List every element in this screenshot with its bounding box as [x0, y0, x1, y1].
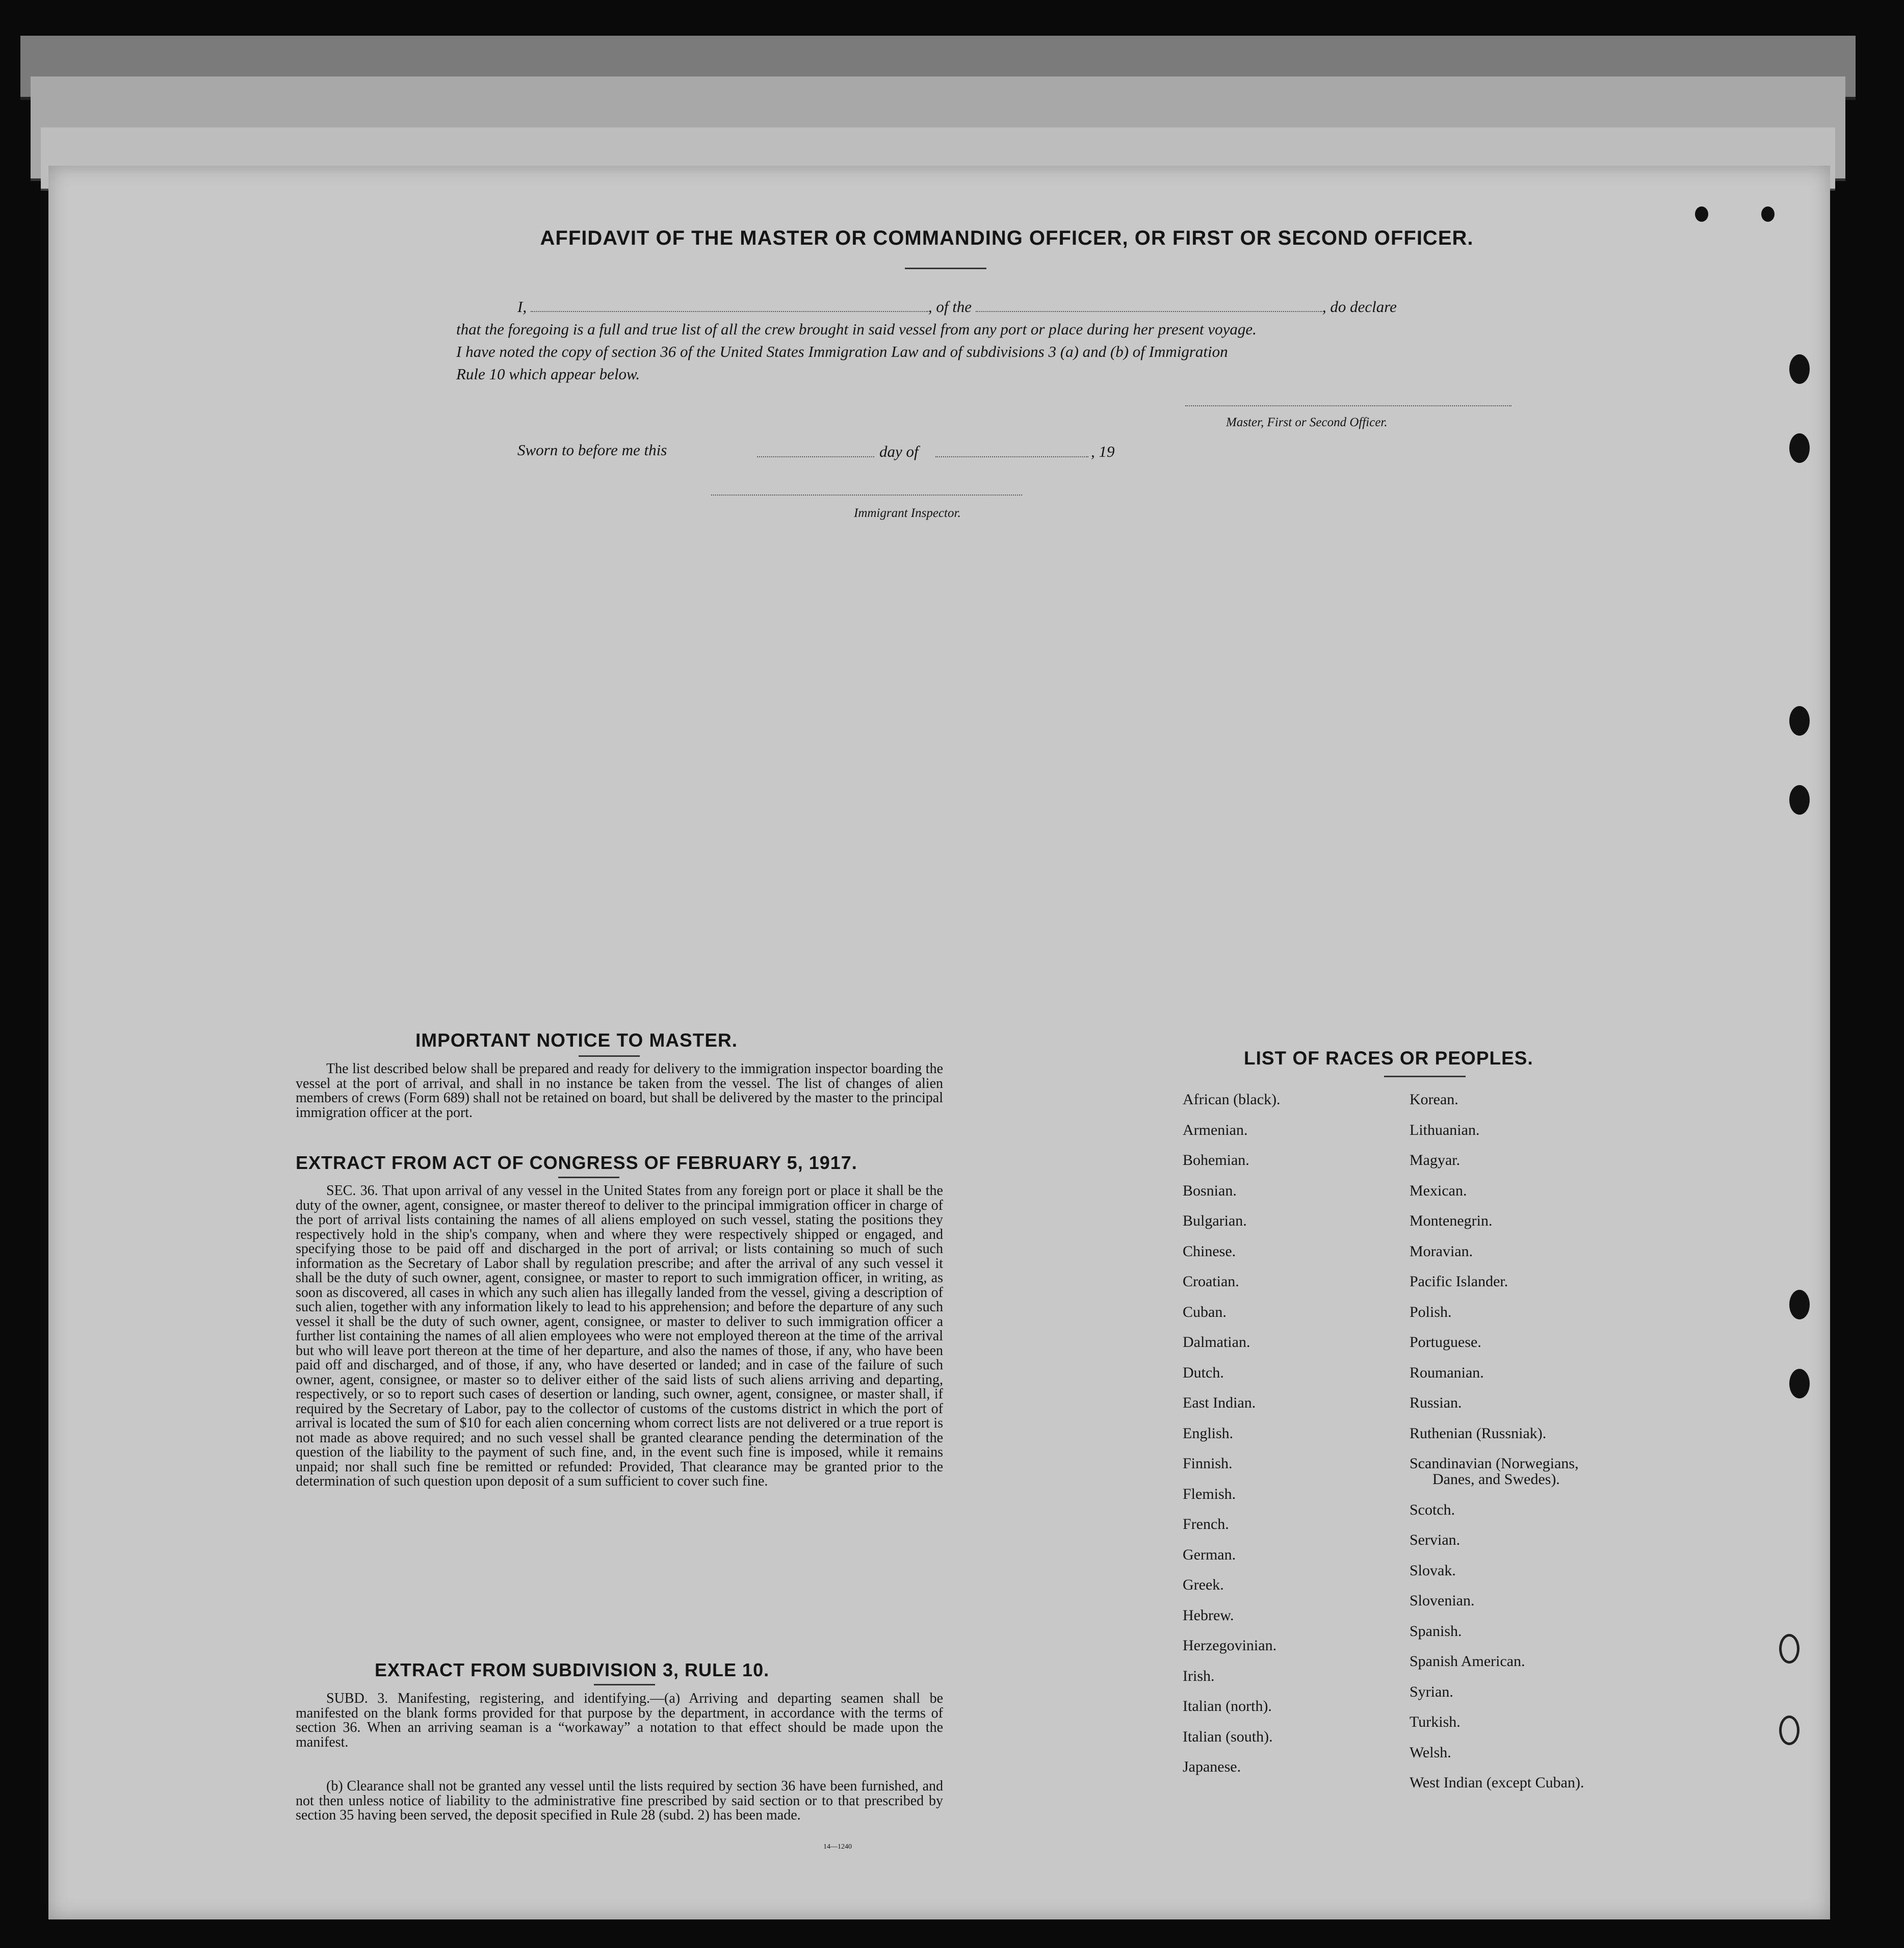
rule-10-paragraph-a: SUBD. 3. Manifesting, registering, and identifying.—(a) Arriving and departing seamen shall be manifested on the blank forms provided for that purpose by the department, in accordance with the terms of section 36. When an arriving seaman is a “workaway” a notation to that effect should be made upon the manifest. — [296, 1691, 943, 1750]
title-rule — [594, 1684, 655, 1685]
race-item: Armenian. — [1183, 1121, 1248, 1138]
race-item: Scotch. — [1410, 1501, 1455, 1518]
title-rule — [1384, 1076, 1466, 1077]
race-item: Magyar. — [1410, 1152, 1460, 1168]
punch-hole — [1761, 206, 1775, 222]
sworn-label: Sworn to before me this — [517, 441, 667, 459]
race-item: Pacific Islander. — [1410, 1273, 1508, 1290]
punch-hole — [1695, 206, 1708, 222]
sworn-day-field[interactable] — [757, 456, 874, 457]
race-item: Hebrew. — [1183, 1606, 1234, 1624]
race-item: Japanese. — [1183, 1758, 1241, 1775]
day-of-label: day of — [879, 443, 919, 460]
race-item: Danes, and Swedes). — [1432, 1471, 1560, 1488]
race-item: Bulgarian. — [1183, 1212, 1247, 1229]
race-item: West Indian (except Cuban). — [1410, 1774, 1584, 1791]
race-item: Croatian. — [1183, 1273, 1239, 1290]
race-item: Roumanian. — [1410, 1364, 1484, 1381]
race-item: Slovenian. — [1410, 1592, 1475, 1609]
sworn-month-field[interactable] — [935, 456, 1088, 457]
section-36-paragraph: SEC. 36. That upon arrival of any vessel in the United States from any foreign port or place it shall be the duty of the owner, agent, consignee, or master thereof to deliver to the principal immigration officer in charge of the port of arrival lists containing the names of all aliens employed on such vessel, stating the positions they respectively hold in the ship's company, when and where they were respectively shipped or engaged, and specifying those to be paid off and discharged in the port of arrival; or lists containing so much of such information as the Secretary of Labor shall by regulation prescribe; and after the arrival of any such vessel it shall be the duty of such owner, agent, consignee, or master to report to such immigration officer, in writing, as soon as discovered, all cases in which any such alien has illegally landed from the vessel, giving a description of such alien, together with any information likely to lead to his apprehension; and before the departure of any such vessel it shall be the duty of such owner, agent, consignee, or master to deliver to such immigration officer a further list containing the names of all alien employees who were not employed thereon at the time of the arrival but who will leave port thereon at the time of her departure, and also the names of those, if any, who have been paid off and discharged, and of those, if any, who have deserted or landed; and in case of the failure of such owner, agent, consignee, or master so to deliver either of the said lists of such aliens arriving and departing, respectively, or so to report such cases of desertion or landing, such owner, agent, consignee, or master shall, if required by the Secretary of Labor, pay to the collector of customs of the customs district in which the port of arrival is located the sum of $10 for each alien concerning whom correct lists are not delivered or a true report is not made as above required; and no such vessel shall be granted clearance pending the determination of the question of the liability to the payment of such fine, and, in the event such fine is imposed, while it remains unpaid; nor shall such fine be remitted or refunded: Provided, That clearance may be granted prior to the determination of such question upon deposit of a sum sufficient to cover such fine. — [296, 1183, 943, 1489]
race-item: Finnish. — [1183, 1455, 1233, 1472]
master-signature-line[interactable] — [1185, 405, 1511, 406]
extract-act-title: EXTRACT FROM ACT OF CONGRESS OF FEBRUARY 5, 1917. — [296, 1152, 857, 1173]
race-item: English. — [1183, 1424, 1234, 1442]
punch-hole — [1789, 354, 1810, 384]
race-item: Slovak. — [1410, 1562, 1456, 1579]
form-number: 14—1240 — [823, 1843, 852, 1851]
affidavit-line-4: Rule 10 which appear below. — [456, 365, 640, 383]
race-item: Scandinavian (Norwegians, — [1410, 1455, 1579, 1472]
punch-hole — [1779, 1634, 1799, 1664]
race-item: Bohemian. — [1183, 1152, 1249, 1168]
race-item: Spanish. — [1410, 1622, 1462, 1640]
punch-hole — [1789, 706, 1810, 736]
race-item: Mexican. — [1410, 1182, 1467, 1199]
race-item: Ruthenian (Russniak). — [1410, 1424, 1547, 1442]
affidavit-text — [456, 296, 1517, 385]
race-item: Chinese. — [1183, 1242, 1236, 1260]
manifest-page — [48, 166, 1830, 1919]
race-item: Flemish. — [1183, 1485, 1236, 1502]
race-item: Moravian. — [1410, 1242, 1473, 1260]
title-rule — [579, 1055, 640, 1057]
race-item: Korean. — [1410, 1091, 1458, 1108]
race-item: Welsh. — [1410, 1744, 1451, 1761]
race-item: Greek. — [1183, 1576, 1224, 1593]
race-item: Dalmatian. — [1183, 1334, 1250, 1350]
affidavit-of-the: , of the — [928, 298, 972, 316]
punch-hole — [1779, 1716, 1799, 1745]
race-item: Montenegrin. — [1410, 1212, 1493, 1229]
title-rule — [905, 268, 986, 269]
race-item: Dutch. — [1183, 1364, 1224, 1381]
affidavit-line-2: that the foregoing is a full and true list of all the crew brought in said vessel from any port or place during her present voyage. — [456, 320, 1257, 338]
title-rule — [558, 1177, 619, 1178]
race-item: French. — [1183, 1516, 1229, 1533]
race-item: Spanish American. — [1410, 1653, 1525, 1670]
affidavit-line-3: I have noted the copy of section 36 of the United States Immigration Law and of subdivisions 3 (a) and (b) of Immigration — [456, 343, 1228, 360]
race-item: African (black). — [1183, 1091, 1281, 1108]
affidavit-i: I, — [517, 298, 527, 316]
punch-hole — [1789, 1369, 1810, 1398]
master-name-field[interactable] — [531, 298, 928, 312]
race-item: German. — [1183, 1546, 1236, 1563]
race-item: Herzegovinian. — [1183, 1637, 1277, 1654]
year-label: , 19 — [1091, 443, 1115, 460]
vessel-name-field[interactable] — [976, 298, 1322, 312]
notice-title: IMPORTANT NOTICE TO MASTER. — [415, 1030, 738, 1051]
rule-10-paragraph-b: (b) Clearance shall not be granted any vessel until the lists required by section 36 have been furnished, and not then unless notice of liability to the administrative fine prescribed by said section or to that prescribed by section 35 having been served, the deposit specified in Rule 28 (subd. 2) has been made. — [296, 1778, 943, 1823]
notice-paragraph: The list described below shall be prepared and ready for delivery to the immigration inspector boarding the vessel at the port of arrival, and shall in no instance be taken from the vessel. The list of changes of alien members of crews (Form 689) shall not be retained on board, but shall be delivered by the master to the principal immigration officer at the port. — [296, 1061, 943, 1121]
race-item: Italian (south). — [1183, 1728, 1273, 1745]
race-item: East Indian. — [1183, 1394, 1256, 1411]
affidavit-title: AFFIDAVIT OF THE MASTER OR COMMANDING OFFICER, OR FIRST OR SECOND OFFICER. — [540, 227, 1474, 249]
master-signature-label: Master, First or Second Officer. — [1226, 415, 1388, 429]
punch-hole — [1789, 433, 1810, 463]
race-item: Italian (north). — [1183, 1698, 1272, 1715]
affidavit-declare: , do declare — [1322, 298, 1397, 316]
race-item: Bosnian. — [1183, 1182, 1237, 1199]
races-title: LIST OF RACES OR PEOPLES. — [1244, 1048, 1533, 1069]
punch-hole — [1789, 785, 1810, 815]
inspector-label: Immigrant Inspector. — [854, 506, 961, 520]
race-item: Servian. — [1410, 1531, 1460, 1548]
inspector-signature-line[interactable] — [711, 495, 1022, 496]
race-item: Russian. — [1410, 1394, 1462, 1411]
punch-hole — [1789, 1290, 1810, 1319]
bleed-through-texture — [48, 166, 1830, 1919]
race-item: Turkish. — [1410, 1713, 1460, 1730]
race-item: Cuban. — [1183, 1303, 1227, 1320]
race-item: Polish. — [1410, 1303, 1452, 1320]
extract-rule-title: EXTRACT FROM SUBDIVISION 3, RULE 10. — [375, 1659, 770, 1680]
race-item: Syrian. — [1410, 1683, 1453, 1700]
race-item: Lithuanian. — [1410, 1121, 1480, 1138]
race-item: Irish. — [1183, 1667, 1215, 1684]
race-item: Portuguese. — [1410, 1334, 1481, 1350]
